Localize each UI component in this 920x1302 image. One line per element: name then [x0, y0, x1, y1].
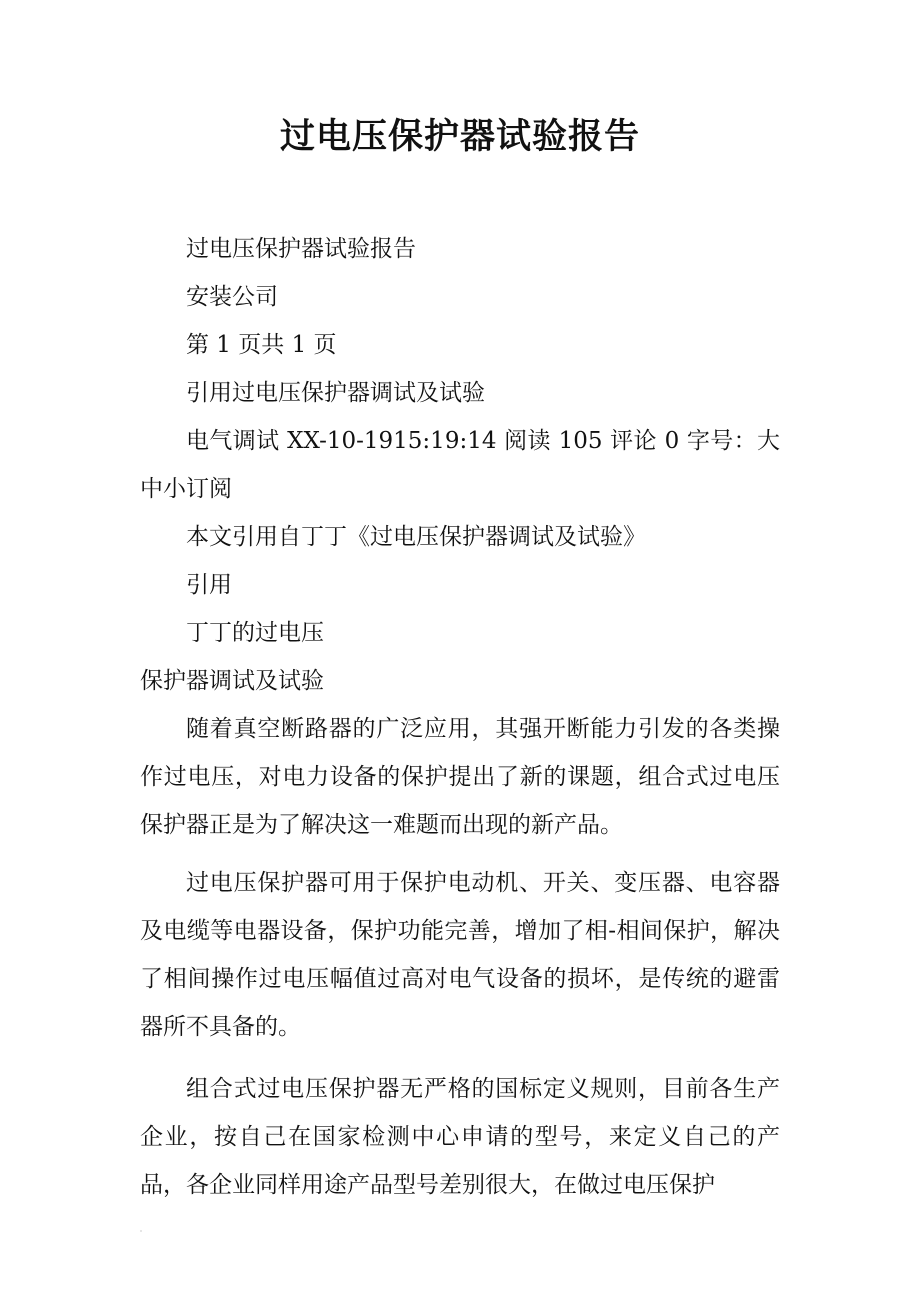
- paragraph-body: 过电压保护器可用于保护电动机、开关、变压器、电容器及电缆等电器设备，保护功能完善，增加了相-相间保护，解决了相间操作过电压幅值过高对电气设备的损坏，是传统的避雷器所不具备的。: [140, 870, 780, 1040]
- paragraph-subject: 保护器调试及试验: [140, 668, 324, 694]
- paragraph-reference-title: 引用过电压保护器调试及试验: [186, 380, 485, 406]
- document-title: 过电压保护器试验报告: [279, 116, 640, 157]
- page-marker: [140, 1230, 142, 1232]
- paragraph-body: 组合式过电压保护器无严格的国标定义规则，目前各生产企业，按自己在国家检测中心申请的型号，来定义自己的产品，各企业同样用途产品型号差别很大，在做过电压保护: [140, 1076, 780, 1198]
- paragraph-meta: 电气调试 XX-10-1915:19:14 阅读 105 评论 0 字号：大中小订阅: [140, 428, 780, 502]
- paragraph-page-count: 第 1 页共 1 页: [186, 332, 337, 358]
- paragraph-quote-label: 引用: [186, 572, 232, 598]
- paragraph-heading: 过电压保护器试验报告: [186, 236, 416, 262]
- paragraph-source: 本文引用自丁丁《过电压保护器调试及试验》: [186, 524, 646, 550]
- paragraph-body: 随着真空断路器的广泛应用，其强开断能力引发的各类操作过电压，对电力设备的保护提出了新的课题，组合式过电压保护器正是为了解决这一难题而出现的新产品。: [140, 716, 780, 838]
- document-body: [140, 225, 780, 1209]
- paragraph-company: 安装公司: [186, 284, 278, 310]
- paragraph-author: 丁丁的过电压: [186, 620, 324, 646]
